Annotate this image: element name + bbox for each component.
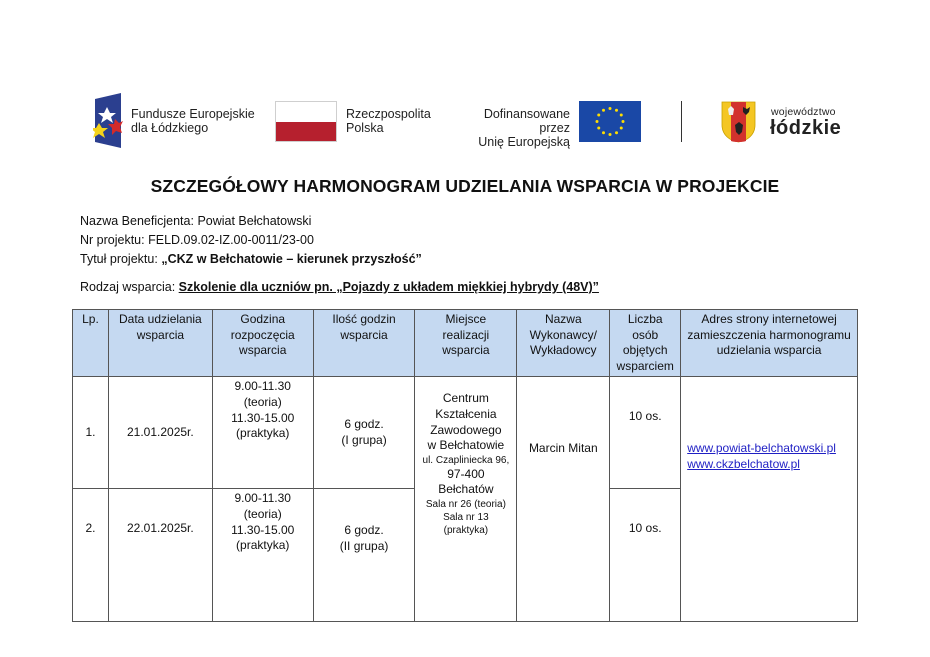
hours-count-line: 6 godz. <box>344 417 384 432</box>
header-place <box>415 310 517 377</box>
row-hours <box>212 489 313 622</box>
fe-line1: Fundusze Europejskie <box>131 107 255 121</box>
header-date <box>108 310 212 377</box>
table-row <box>73 377 858 489</box>
project-title-value: „CKZ w Bełchatowie – kierunek przyszłość” <box>161 252 422 266</box>
header-start-hour <box>212 310 313 377</box>
eu-star-icon <box>622 120 625 123</box>
row-hours-count <box>313 377 415 489</box>
row-date: 22.01.2025r. <box>108 489 212 622</box>
url-cell <box>681 377 858 622</box>
url-link-ckz[interactable]: www.ckzbelchatow.pl <box>687 456 800 471</box>
header-line: udzielania wsparcia <box>716 343 822 358</box>
place-postal: 97-400 <box>447 466 485 481</box>
eu-star-icon <box>596 120 599 123</box>
hours-line: (teoria) <box>243 394 282 409</box>
header-line: Adres strony internetowej <box>701 312 837 326</box>
header-line: wsparcia <box>340 327 388 342</box>
hours-count-line: 6 godz. <box>344 523 384 538</box>
header-line: wsparcia <box>442 343 490 358</box>
beneficiary-label: Nazwa Beneficjenta: <box>80 214 194 228</box>
hours-count-line: (II grupa) <box>339 538 389 553</box>
fundusze-europejskie-text <box>131 107 255 135</box>
header-url <box>681 310 858 377</box>
header-line: wsparcia <box>136 327 185 342</box>
hours-line: 9.00-11.30 <box>234 379 291 394</box>
project-number-label: Nr projektu: <box>80 233 145 247</box>
header-line: wsparciem <box>616 358 674 373</box>
beneficiary-value: Powiat Bełchatowski <box>197 214 312 228</box>
hours-line: (teoria) <box>243 506 282 521</box>
hours-line: (praktyka) <box>236 538 290 553</box>
support-type-value: Szkolenie dla uczniów pn. „Pojazdy z układem miękkiej hybrydy (48V)” <box>178 280 599 294</box>
pl-line1: Rzeczpospolita <box>346 107 431 121</box>
project-number-value: FELD.09.02-IZ.00-0011/23-00 <box>148 233 314 247</box>
project-number-line <box>80 233 314 248</box>
header-line: Wykonawcy/ <box>529 327 597 342</box>
eu-star-icon <box>620 127 623 130</box>
header-line: Data udzielania <box>119 312 202 326</box>
header-participants <box>610 310 681 377</box>
place-line: Kształcenia <box>435 406 497 421</box>
header-line: Lp. <box>82 312 99 326</box>
eu-cofinanced-text <box>453 107 570 149</box>
header-lp <box>73 310 109 377</box>
pl-line2: Polska <box>346 121 384 135</box>
url-link-powiat[interactable]: www.powiat-belchatowski.pl <box>687 441 836 456</box>
eu-star-icon <box>609 133 612 136</box>
header-line: osób <box>632 327 659 342</box>
header-trainer <box>517 310 610 377</box>
hours-count-line: (I grupa) <box>341 432 387 447</box>
place-cell <box>415 377 517 622</box>
lodzkie-coat-of-arms-icon <box>721 101 756 143</box>
header-line: Miejsce <box>445 312 487 326</box>
logo-strip <box>80 85 860 160</box>
header-line: Liczba <box>627 312 663 326</box>
place-line: Zawodowego <box>430 422 502 437</box>
place-room: Sala nr 26 (teoria) <box>425 498 506 510</box>
header-line: Ilość godzin <box>332 312 396 326</box>
header-line: realizacji <box>442 327 490 342</box>
fundusze-europejskie-logo-icon <box>93 93 123 148</box>
support-type-label: Rodzaj wsparcia: <box>80 280 176 294</box>
row-date: 21.01.2025r. <box>108 377 212 489</box>
eu-star-icon <box>602 109 605 112</box>
row-lp: 2. <box>73 489 109 622</box>
place-street: ul. Czapliniecka 96, <box>422 454 510 466</box>
ue-line2: Unię Europejską <box>478 135 570 149</box>
row-hours <box>212 377 313 489</box>
hours-line: (praktyka) <box>236 426 290 441</box>
eu-star-icon <box>609 107 612 110</box>
row-participants: 10 os. <box>610 377 681 489</box>
project-title-line <box>80 252 422 267</box>
header-line: zamieszczenia harmonogramu <box>687 327 851 342</box>
place-city: Bełchatów <box>438 482 494 497</box>
rzeczpospolita-text <box>346 107 431 135</box>
header-line: wsparcia <box>239 343 287 358</box>
eu-flag-icon <box>579 101 641 142</box>
wojewodztwo-text: województwo <box>771 106 836 118</box>
header-line: Wykładowcy <box>529 343 597 358</box>
schedule-table <box>72 309 858 622</box>
place-line: Centrum <box>442 391 489 406</box>
lodzkie-text: łódzkie <box>770 117 842 139</box>
header-line: Nazwa <box>544 312 582 326</box>
support-type-line <box>80 280 599 295</box>
header-line: rozpoczęcia <box>230 327 295 342</box>
eu-star-icon <box>597 114 600 117</box>
hours-line: 11.30-15.00 <box>231 522 295 537</box>
place-room: Sala nr 13 <box>443 511 489 523</box>
trainer-name: Marcin Mitan <box>528 441 598 456</box>
row-hours-count <box>313 489 415 622</box>
polish-flag-icon <box>275 101 337 142</box>
header-line: objętych <box>622 343 668 358</box>
eu-star-icon <box>615 109 618 112</box>
beneficiary-line <box>80 214 311 229</box>
header-hours-count <box>313 310 415 377</box>
hours-line: 9.00-11.30 <box>234 491 291 506</box>
trainer-cell <box>517 377 610 622</box>
eu-star-icon <box>602 131 605 134</box>
header-line: Godzina <box>240 312 286 326</box>
table-header-row <box>73 310 858 377</box>
place-line: w Bełchatowie <box>427 438 505 453</box>
logo-separator <box>681 101 682 142</box>
page-title: SZCZEGÓŁOWY HARMONOGRAM UDZIELANIA WSPARCIA W PROJEKCIE <box>150 176 780 196</box>
hours-line: 11.30-15.00 <box>231 410 295 425</box>
row-lp: 1. <box>73 377 109 489</box>
row-participants: 10 os. <box>610 489 681 622</box>
eu-star-icon <box>620 114 623 117</box>
eu-star-icon <box>615 131 618 134</box>
project-title-label: Tytuł projektu: <box>80 252 158 266</box>
ue-line1: Dofinansowane przez <box>483 107 570 135</box>
eu-star-icon <box>597 127 600 130</box>
place-room: (praktyka) <box>443 524 489 536</box>
fe-line2: dla Łódzkiego <box>131 121 209 135</box>
